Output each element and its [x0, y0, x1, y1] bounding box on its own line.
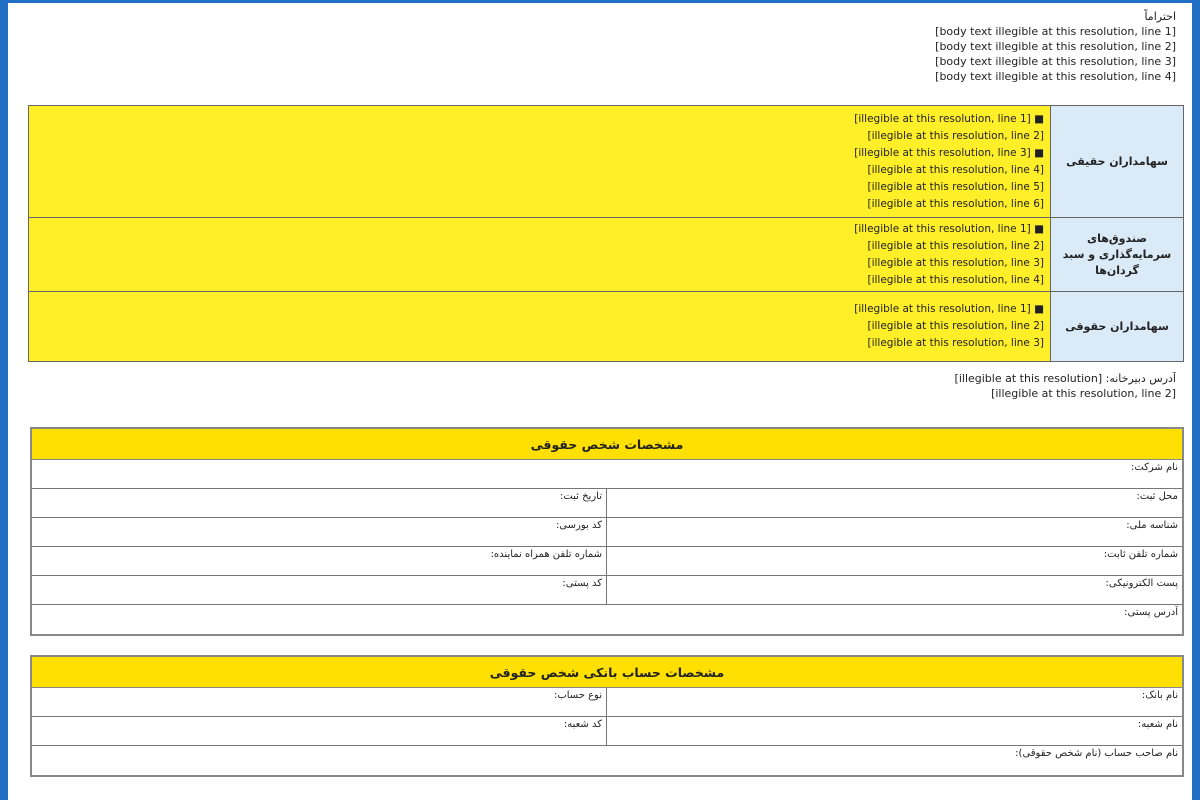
account-type-field[interactable]: نوع حساب: — [32, 688, 607, 716]
content-line: [illegible at this resolution, line 3] — [867, 337, 1044, 349]
form-row — [32, 547, 1182, 576]
intro-greeting: احتراماً — [1144, 10, 1176, 23]
row-label: سهامداران حقوقی — [1051, 292, 1184, 362]
address-line: [illegible at this resolution, line 2] — [991, 387, 1176, 400]
intro-line: [body text illegible at this resolution, line 3] — [935, 55, 1176, 68]
email-field[interactable]: پست الکترونیکی: — [1105, 578, 1178, 589]
content-line: [illegible at this resolution, line 6] — [867, 197, 1044, 210]
section-title: مشخصات شخص حقوقی — [32, 429, 1182, 460]
row-content — [29, 292, 1051, 362]
address-paragraph — [24, 371, 1176, 401]
content-line: ■ [illegible at this resolution, line 1] — [854, 112, 1044, 125]
content-line: ■ [illegible at this resolution, line 1] — [854, 222, 1044, 235]
content-line: [illegible at this resolution, line 2] — [867, 239, 1044, 252]
content-line: [illegible at this resolution, line 4] — [867, 163, 1044, 176]
content-line: [illegible at this resolution, line 3] — [867, 256, 1044, 269]
company-name-field[interactable]: نام شرکت: — [1130, 462, 1178, 473]
branch-code-field[interactable]: کد شعبه: — [32, 717, 607, 745]
phone-field[interactable]: شماره تلفن ثابت: — [1103, 549, 1178, 560]
bank-account-form — [30, 655, 1184, 777]
form-row — [32, 489, 1182, 518]
intro-line: [body text illegible at this resolution, line 2] — [935, 40, 1176, 53]
row-label: صندوق‌های سرمایه‌گذاری و سبد گردان‌ها — [1051, 218, 1184, 292]
mobile-field[interactable]: شماره تلفن همراه نماینده: — [32, 547, 607, 575]
branch-name-field[interactable]: نام شعبه: — [1137, 719, 1178, 730]
registration-date-field[interactable]: تاریخ ثبت: — [32, 489, 607, 517]
intro-paragraph — [24, 9, 1176, 84]
shareholder-info-table — [28, 105, 1184, 362]
row-content — [29, 218, 1051, 292]
form-row — [32, 576, 1182, 605]
account-holder-field[interactable]: نام صاحب حساب (نام شخص حقوقی): — [1015, 748, 1178, 759]
bank-name-field[interactable]: نام بانک: — [1141, 690, 1178, 701]
row-content — [29, 106, 1051, 218]
content-line: [illegible at this resolution, line 5] — [867, 180, 1044, 193]
address-line: آدرس دبیرخانه: [illegible at this resolution] — [954, 372, 1176, 385]
content-line: [illegible at this resolution, line 2] — [867, 320, 1044, 332]
section-title: مشخصات حساب بانکی شخص حقوقی — [32, 657, 1182, 688]
table-row-natural-shareholders — [29, 106, 1184, 218]
table-row-funds — [29, 218, 1184, 292]
intro-line: [body text illegible at this resolution, line 4] — [935, 70, 1176, 83]
national-id-field[interactable]: شناسه ملی: — [1126, 520, 1178, 531]
table-row-legal-shareholders — [29, 292, 1184, 362]
form-row — [32, 605, 1182, 634]
exchange-code-field[interactable]: کد بورسی: — [32, 518, 607, 546]
registration-place-field[interactable]: محل ثبت: — [1136, 491, 1178, 502]
row-label: سهامداران حقیقی — [1051, 106, 1184, 218]
form-row — [32, 460, 1182, 489]
form-row — [32, 518, 1182, 547]
content-line: [illegible at this resolution, line 4] — [867, 273, 1044, 286]
form-row — [32, 717, 1182, 746]
content-line: ■ [illegible at this resolution, line 3] — [854, 146, 1044, 159]
intro-line: [body text illegible at this resolution, line 1] — [935, 25, 1176, 38]
form-row — [32, 746, 1182, 775]
content-line: ■ [illegible at this resolution, line 1] — [854, 303, 1044, 315]
legal-entity-form — [30, 427, 1184, 636]
content-line: [illegible at this resolution, line 2] — [867, 129, 1044, 142]
postal-code-field[interactable]: کد پستی: — [32, 576, 607, 604]
form-row — [32, 688, 1182, 717]
postal-address-field[interactable]: آدرس پستی: — [1124, 607, 1178, 618]
